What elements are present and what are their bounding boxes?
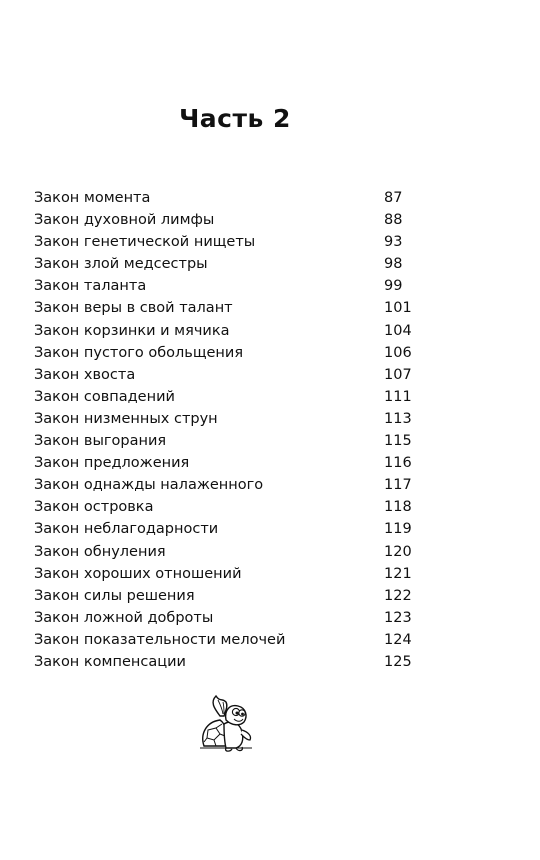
toc-entry-title: Закон генетической нищеты	[34, 234, 256, 251]
toc-entry-page: 93	[384, 234, 403, 251]
toc-entry-page: 115	[384, 433, 412, 450]
toc-entry-page: 107	[384, 366, 412, 383]
toc-entry-page: 87	[384, 190, 403, 206]
toc-entry-page: 113	[384, 410, 412, 427]
toc-entry-title: Закон компенсации	[34, 653, 186, 670]
toc-entry-title: Закон веры в свой талант	[34, 300, 233, 317]
toc-entry-title: Закон ложной доброты	[34, 609, 214, 626]
toc-entry-page: 119	[384, 521, 412, 538]
toc-entry	[34, 629, 414, 651]
toc-entry-page: 104	[384, 322, 412, 339]
toc-entry-title: Закон однажды налаженного	[34, 477, 264, 494]
toc-entry-title: Закон выгорания	[34, 433, 167, 450]
toc-entry-page: 122	[384, 587, 412, 604]
toc-entry-page: 117	[384, 477, 412, 494]
toc-entry	[34, 209, 414, 231]
toc-entry-page: 98	[384, 256, 403, 273]
toc-entry	[34, 585, 414, 607]
toc-entry	[34, 364, 414, 386]
toc-entry-title: Закон совпадений	[34, 388, 175, 405]
toc-entry-title: Закон хвоста	[34, 366, 136, 383]
toc-entry-title: Закон низменных струн	[34, 410, 218, 427]
toc-entry-title: Закон корзинки и мячика	[34, 322, 230, 339]
toc-entry-page: 123	[384, 609, 412, 626]
toc-entry-title: Закон силы решения	[34, 587, 195, 604]
toc-entry-title: Закон показательности мелочей	[34, 631, 286, 648]
toc-entry	[34, 297, 414, 319]
toc-entry	[34, 187, 414, 209]
toc-entry	[34, 651, 414, 673]
toc-entry	[34, 474, 414, 496]
page-title: Часть 2	[179, 104, 291, 133]
toc-entry	[34, 253, 414, 275]
toc-entry	[34, 320, 414, 342]
winged-turtle-icon	[196, 694, 266, 752]
toc-entry-title: Закон обнуления	[34, 543, 166, 560]
toc-entry	[34, 386, 414, 408]
toc-entry-page: 106	[384, 344, 412, 361]
table-of-contents	[34, 187, 414, 673]
toc-entry	[34, 408, 414, 430]
toc-entry	[34, 430, 414, 452]
toc-entry-page: 101	[384, 300, 412, 317]
toc-entry-title: Закон таланта	[34, 278, 147, 295]
toc-entry-title: Закон пустого обольщения	[34, 344, 244, 361]
toc-entry	[34, 231, 414, 253]
toc-entry-page: 121	[384, 565, 412, 582]
toc-entry	[34, 342, 414, 364]
toc-entry-page: 124	[384, 631, 412, 648]
toc-entry	[34, 563, 414, 585]
toc-entry-page: 120	[384, 543, 412, 560]
toc-entry-title: Закон момента	[34, 190, 151, 206]
toc-entry-page: 125	[384, 653, 412, 670]
toc-entry-title: Закон хороших отношений	[34, 565, 242, 582]
toc-entry-page: 116	[384, 455, 412, 472]
toc-entry	[34, 275, 414, 297]
toc-entry-title: Закон островка	[34, 499, 154, 516]
toc-entry-page: 99	[384, 278, 403, 295]
toc-entry-title: Закон духовной лимфы	[34, 212, 215, 229]
toc-entry	[34, 541, 414, 563]
toc-entry-title: Закон предложения	[34, 455, 190, 472]
toc-entry	[34, 607, 414, 629]
toc-entry-page: 118	[384, 499, 412, 516]
toc-entry-page: 88	[384, 212, 403, 229]
toc-entry	[34, 496, 414, 518]
toc-entry	[34, 452, 414, 474]
toc-entry-page: 111	[384, 388, 412, 405]
toc-entry-title: Закон злой медсестры	[34, 256, 208, 273]
toc-entry-title: Закон неблагодарности	[34, 521, 219, 538]
toc-entry	[34, 518, 414, 540]
